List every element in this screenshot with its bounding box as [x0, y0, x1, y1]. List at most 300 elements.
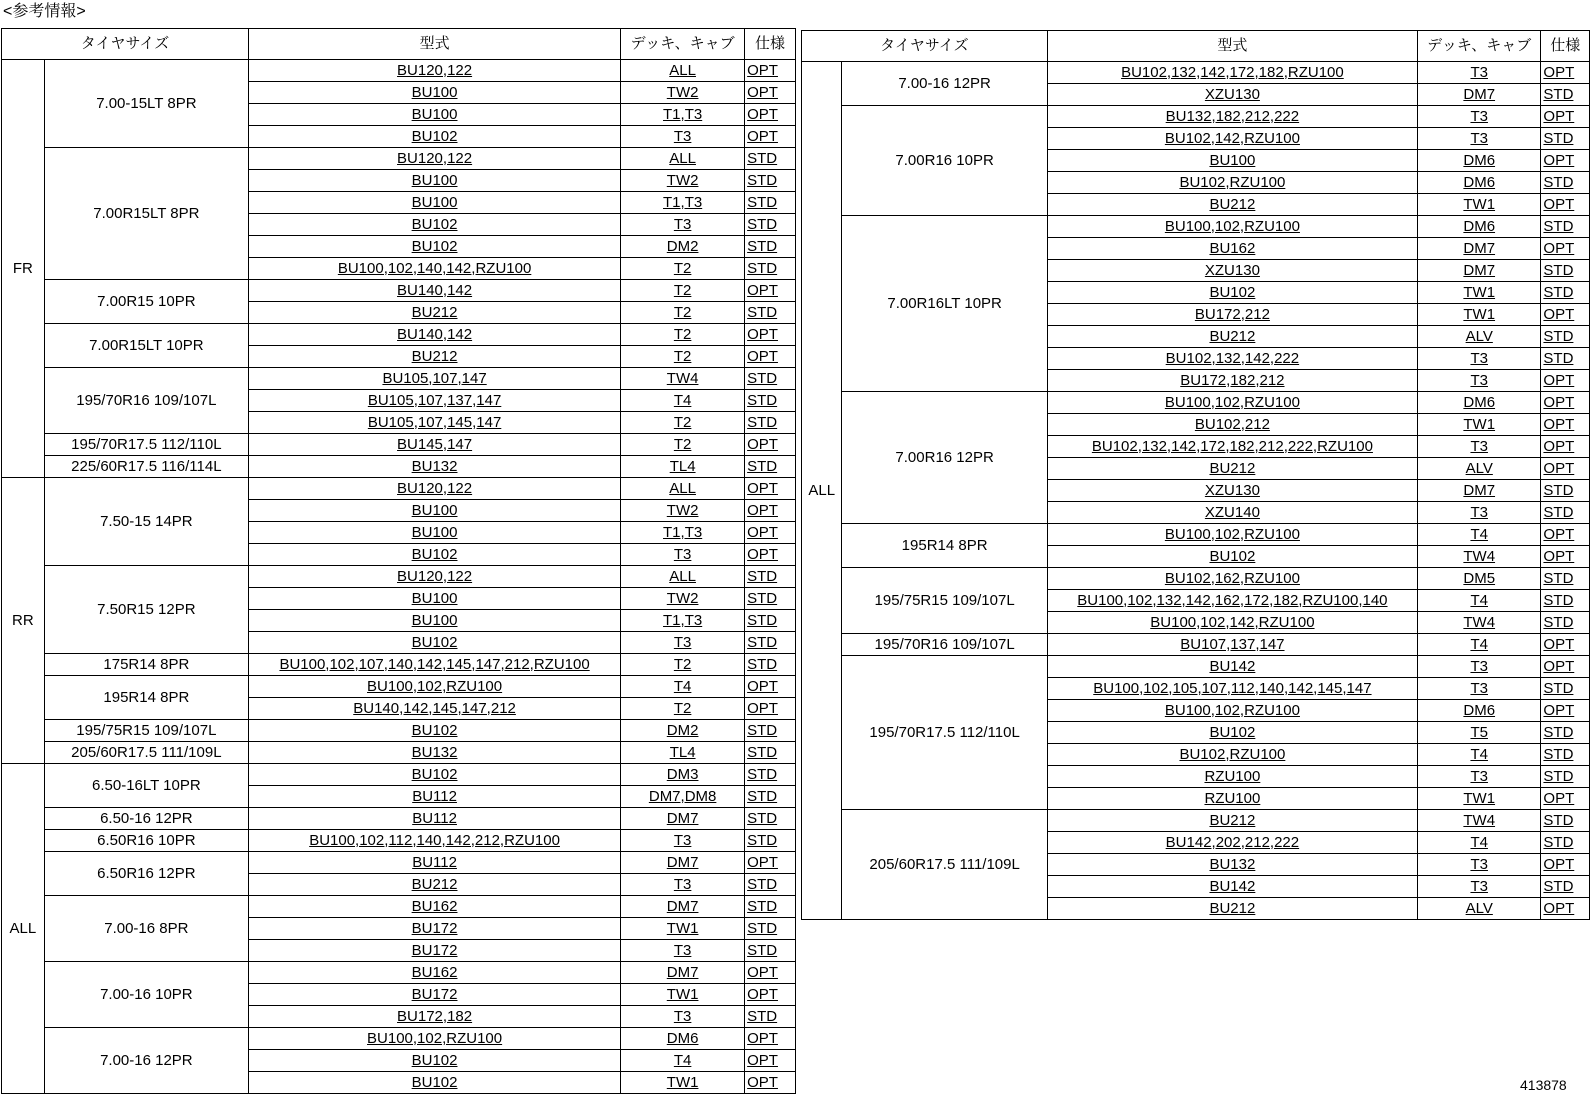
model-cell: BU212 [249, 874, 621, 896]
deck-cell: T2 [621, 434, 745, 456]
spec-cell: STD [745, 742, 796, 764]
deck-cell: T4 [621, 1050, 745, 1072]
model-cell: BU100 [249, 192, 621, 214]
spec-cell: STD [1541, 678, 1590, 700]
deck-cell: T2 [621, 346, 745, 368]
table-row [2, 852, 796, 874]
table-row [802, 634, 1590, 656]
deck-cell: T3 [621, 126, 745, 148]
table-row [802, 568, 1590, 590]
spec-cell: STD [745, 896, 796, 918]
tire-size-cell: 6.50R16 12PR [44, 852, 248, 896]
model-cell: BU212 [249, 346, 621, 368]
spec-cell: STD [1541, 590, 1590, 612]
deck-cell: ALL [621, 148, 745, 170]
spec-cell: STD [745, 874, 796, 896]
deck-cell: TW4 [1418, 810, 1541, 832]
header-deck-cab: デッキ、キャブ [621, 29, 745, 60]
deck-cell: ALV [1418, 326, 1541, 348]
spec-cell: STD [745, 786, 796, 808]
deck-cell: T3 [1418, 106, 1541, 128]
model-cell: BU100,102,140,142,RZU100 [249, 258, 621, 280]
spec-cell: STD [1541, 128, 1590, 150]
spec-cell: OPT [1541, 238, 1590, 260]
model-cell: BU140,142 [249, 280, 621, 302]
tire-size-cell: 195/70R16 109/107L [842, 634, 1047, 656]
tire-size-cell: 7.00-16 8PR [44, 896, 248, 962]
model-cell: BU102 [249, 214, 621, 236]
model-cell: BU100,102,RZU100 [249, 1028, 621, 1050]
spec-cell: OPT [1541, 304, 1590, 326]
deck-cell: T3 [1418, 370, 1541, 392]
deck-cell: DM7 [1418, 480, 1541, 502]
deck-cell: TW2 [621, 170, 745, 192]
deck-cell: T4 [1418, 590, 1541, 612]
table-row [802, 106, 1590, 128]
model-cell: BU172,182 [249, 1006, 621, 1028]
spec-cell: OPT [745, 324, 796, 346]
tire-size-cell: 7.00R16 12PR [842, 392, 1047, 524]
spec-cell: STD [1541, 260, 1590, 282]
model-cell: BU107,137,147 [1047, 634, 1417, 656]
model-cell: BU100,102,RZU100 [249, 676, 621, 698]
tire-size-cell: 195/75R15 109/107L [842, 568, 1047, 634]
model-cell: BU112 [249, 808, 621, 830]
deck-cell: T3 [1418, 62, 1541, 84]
spec-cell: OPT [745, 522, 796, 544]
spec-cell: OPT [745, 676, 796, 698]
tire-size-cell: 205/60R17.5 111/109L [842, 810, 1047, 920]
deck-cell: TW1 [621, 1072, 745, 1094]
model-cell: BU102 [249, 236, 621, 258]
header-tire-size: タイヤサイズ [2, 29, 249, 60]
deck-cell: DM7 [1418, 260, 1541, 282]
header-spec: 仕様 [745, 29, 796, 60]
deck-cell: DM3 [621, 764, 745, 786]
deck-cell: TW2 [621, 588, 745, 610]
deck-cell: DM7 [621, 808, 745, 830]
tire-size-cell: 7.00-16 12PR [842, 62, 1047, 106]
deck-cell: T4 [1418, 832, 1541, 854]
model-cell: BU120,122 [249, 60, 621, 82]
table-row [2, 478, 796, 500]
spec-cell: STD [1541, 832, 1590, 854]
model-cell: BU102,132,142,172,182,212,222,RZU100 [1047, 436, 1417, 458]
table-row [2, 434, 796, 456]
deck-cell: T2 [621, 258, 745, 280]
spec-cell: OPT [745, 984, 796, 1006]
deck-cell: T3 [621, 632, 745, 654]
table-row [2, 148, 796, 170]
header-spec: 仕様 [1541, 31, 1590, 62]
deck-cell: DM6 [1418, 150, 1541, 172]
model-cell: BU120,122 [249, 148, 621, 170]
deck-cell: T3 [621, 544, 745, 566]
deck-cell: T3 [621, 214, 745, 236]
spec-cell: STD [745, 170, 796, 192]
spec-cell: STD [745, 1006, 796, 1028]
table-row [2, 280, 796, 302]
spec-cell: STD [745, 566, 796, 588]
model-cell: BU132 [249, 742, 621, 764]
spec-cell: OPT [745, 346, 796, 368]
deck-cell: T1,T3 [621, 104, 745, 126]
model-cell: BU102 [249, 764, 621, 786]
model-cell: XZU140 [1047, 502, 1417, 524]
deck-cell: DM6 [1418, 172, 1541, 194]
spec-cell: OPT [1541, 106, 1590, 128]
model-cell: BU142,202,212,222 [1047, 832, 1417, 854]
spec-cell: STD [745, 610, 796, 632]
table-row [2, 1028, 796, 1050]
spec-cell: OPT [1541, 788, 1590, 810]
spec-cell: STD [1541, 810, 1590, 832]
deck-cell: TW1 [1418, 282, 1541, 304]
model-cell: BU100,102,RZU100 [1047, 392, 1417, 414]
spec-cell: STD [745, 214, 796, 236]
table-row [2, 566, 796, 588]
table-row [2, 962, 796, 984]
model-cell: BU102 [249, 544, 621, 566]
spec-cell: STD [1541, 172, 1590, 194]
model-cell: XZU130 [1047, 260, 1417, 282]
model-cell: BU102,162,RZU100 [1047, 568, 1417, 590]
model-cell: RZU100 [1047, 788, 1417, 810]
model-cell: BU102,212 [1047, 414, 1417, 436]
deck-cell: T3 [1418, 128, 1541, 150]
deck-cell: T2 [621, 412, 745, 434]
spec-cell: STD [1541, 480, 1590, 502]
tire-size-cell: 195/70R16 109/107L [44, 368, 248, 434]
deck-cell: TW2 [621, 82, 745, 104]
tire-size-cell: 195/70R17.5 112/110L [44, 434, 248, 456]
deck-cell: TW4 [621, 368, 745, 390]
tire-size-cell: 7.50-15 14PR [44, 478, 248, 566]
model-cell: BU100,102,107,140,142,145,147,212,RZU100 [249, 654, 621, 676]
deck-cell: T3 [1418, 502, 1541, 524]
spec-cell: OPT [1541, 370, 1590, 392]
deck-cell: DM7 [621, 896, 745, 918]
deck-cell: TW1 [1418, 194, 1541, 216]
table-row [2, 764, 796, 786]
spec-cell: OPT [745, 1050, 796, 1072]
model-cell: BU102 [1047, 546, 1417, 568]
tire-size-cell: 7.00R16 10PR [842, 106, 1047, 216]
model-cell: BU100,102,142,RZU100 [1047, 612, 1417, 634]
spec-cell: STD [1541, 282, 1590, 304]
deck-cell: T2 [621, 654, 745, 676]
model-cell: BU102 [249, 632, 621, 654]
model-cell: RZU100 [1047, 766, 1417, 788]
table-row [2, 742, 796, 764]
deck-cell: ALV [1418, 898, 1541, 920]
table-row [802, 392, 1590, 414]
deck-cell: T1,T3 [621, 192, 745, 214]
model-cell: BU102,142,RZU100 [1047, 128, 1417, 150]
model-cell: BU100 [249, 170, 621, 192]
spec-cell: OPT [1541, 656, 1590, 678]
spec-cell: STD [1541, 612, 1590, 634]
model-cell: BU102 [249, 1072, 621, 1094]
model-cell: BU100,102,RZU100 [1047, 700, 1417, 722]
spec-cell: STD [1541, 502, 1590, 524]
model-cell: BU100 [249, 82, 621, 104]
spec-cell: STD [1541, 876, 1590, 898]
model-cell: BU102 [249, 720, 621, 742]
spec-cell: STD [1541, 568, 1590, 590]
deck-cell: DM7 [621, 852, 745, 874]
deck-cell: DM7 [1418, 84, 1541, 106]
deck-cell: DM7 [1418, 238, 1541, 260]
tire-size-cell: 205/60R17.5 111/109L [44, 742, 248, 764]
table-row [802, 524, 1590, 546]
table-row [802, 656, 1590, 678]
header-tire-size: タイヤサイズ [802, 31, 1048, 62]
table-row [2, 676, 796, 698]
spec-cell: STD [1541, 722, 1590, 744]
tire-table-left [1, 28, 796, 1094]
spec-cell: STD [745, 236, 796, 258]
deck-cell: T2 [621, 324, 745, 346]
table-row [2, 60, 796, 82]
model-cell: BU172 [249, 940, 621, 962]
deck-cell: T4 [621, 676, 745, 698]
deck-cell: T1,T3 [621, 610, 745, 632]
tire-size-cell: 7.00-16 12PR [44, 1028, 248, 1094]
position-label: RR [2, 478, 45, 764]
spec-cell: STD [745, 390, 796, 412]
deck-cell: T2 [621, 302, 745, 324]
spec-cell: STD [745, 412, 796, 434]
deck-cell: DM7,DM8 [621, 786, 745, 808]
spec-cell: OPT [1541, 524, 1590, 546]
model-cell: BU162 [1047, 238, 1417, 260]
spec-cell: STD [745, 632, 796, 654]
model-cell: BU100 [1047, 150, 1417, 172]
position-label: FR [2, 60, 45, 478]
tire-size-cell: 6.50R16 10PR [44, 830, 248, 852]
tire-size-cell: 195R14 8PR [44, 676, 248, 720]
deck-cell: T5 [1418, 722, 1541, 744]
spec-cell: STD [745, 940, 796, 962]
table-row [2, 324, 796, 346]
tire-size-cell: 7.00R16LT 10PR [842, 216, 1047, 392]
spec-cell: STD [745, 808, 796, 830]
model-cell: BU172 [249, 918, 621, 940]
spec-cell: STD [1541, 84, 1590, 106]
spec-cell: STD [745, 456, 796, 478]
deck-cell: DM5 [1418, 568, 1541, 590]
deck-cell: T3 [1418, 678, 1541, 700]
spec-cell: STD [745, 918, 796, 940]
spec-cell: OPT [1541, 854, 1590, 876]
spec-cell: OPT [1541, 700, 1590, 722]
model-cell: BU100,102,RZU100 [1047, 216, 1417, 238]
spec-cell: STD [745, 720, 796, 742]
spec-cell: STD [1541, 766, 1590, 788]
deck-cell: DM2 [621, 236, 745, 258]
tire-size-cell: 225/60R17.5 116/114L [44, 456, 248, 478]
spec-cell: OPT [1541, 194, 1590, 216]
spec-cell: STD [745, 830, 796, 852]
caption-reference-info: <参考情報> [3, 3, 86, 20]
model-cell: BU102,RZU100 [1047, 744, 1417, 766]
deck-cell: T3 [621, 1006, 745, 1028]
deck-cell: ALL [621, 60, 745, 82]
model-cell: BU140,142,145,147,212 [249, 698, 621, 720]
deck-cell: T1,T3 [621, 522, 745, 544]
model-cell: XZU130 [1047, 480, 1417, 502]
deck-cell: T3 [1418, 436, 1541, 458]
model-cell: BU100,102,105,107,112,140,142,145,147 [1047, 678, 1417, 700]
spec-cell: STD [1541, 744, 1590, 766]
deck-cell: DM6 [621, 1028, 745, 1050]
model-cell: BU172 [249, 984, 621, 1006]
tire-size-cell: 195/70R17.5 112/110L [842, 656, 1047, 810]
deck-cell: TW2 [621, 500, 745, 522]
spec-cell: STD [1541, 216, 1590, 238]
model-cell: BU132,182,212,222 [1047, 106, 1417, 128]
tire-size-cell: 195/75R15 109/107L [44, 720, 248, 742]
spec-cell: OPT [745, 280, 796, 302]
model-cell: BU212 [1047, 458, 1417, 480]
spec-cell: OPT [745, 60, 796, 82]
model-cell: BU132 [1047, 854, 1417, 876]
deck-cell: DM2 [621, 720, 745, 742]
deck-cell: ALL [621, 478, 745, 500]
tire-size-cell: 7.00-15LT 8PR [44, 60, 248, 148]
spec-cell: STD [745, 148, 796, 170]
deck-cell: TL4 [621, 456, 745, 478]
model-cell: BU142 [1047, 876, 1417, 898]
tire-size-cell: 7.00-16 10PR [44, 962, 248, 1028]
spec-cell: STD [1541, 326, 1590, 348]
spec-cell: OPT [745, 104, 796, 126]
model-cell: BU120,122 [249, 478, 621, 500]
spec-cell: OPT [1541, 436, 1590, 458]
model-cell: BU105,107,147 [249, 368, 621, 390]
spec-cell: OPT [1541, 150, 1590, 172]
model-cell: BU102 [1047, 282, 1417, 304]
page-id: 413878 [1520, 1077, 1567, 1093]
deck-cell: ALV [1418, 458, 1541, 480]
tire-size-cell: 7.00R15LT 10PR [44, 324, 248, 368]
spec-cell: OPT [745, 478, 796, 500]
model-cell: BU162 [249, 962, 621, 984]
spec-cell: OPT [1541, 898, 1590, 920]
model-cell: BU100,102,RZU100 [1047, 524, 1417, 546]
deck-cell: TW1 [621, 984, 745, 1006]
model-cell: BU212 [249, 302, 621, 324]
model-cell: BU212 [1047, 810, 1417, 832]
deck-cell: TW1 [621, 918, 745, 940]
deck-cell: T4 [621, 390, 745, 412]
deck-cell: T3 [621, 830, 745, 852]
spec-cell: STD [745, 302, 796, 324]
header-model: 型式 [1047, 31, 1417, 62]
deck-cell: T3 [1418, 656, 1541, 678]
table-row [2, 830, 796, 852]
deck-cell: T3 [1418, 348, 1541, 370]
spec-cell: OPT [745, 500, 796, 522]
model-cell: BU102,132,142,172,182,RZU100 [1047, 62, 1417, 84]
spec-cell: OPT [1541, 414, 1590, 436]
deck-cell: T3 [1418, 854, 1541, 876]
spec-cell: OPT [1541, 458, 1590, 480]
deck-cell: ALL [621, 566, 745, 588]
spec-cell: STD [745, 654, 796, 676]
deck-cell: TW4 [1418, 612, 1541, 634]
spec-cell: OPT [745, 1072, 796, 1094]
table-row [2, 808, 796, 830]
position-label: ALL [2, 764, 45, 1094]
model-cell: BU100 [249, 522, 621, 544]
deck-cell: T2 [621, 280, 745, 302]
deck-cell: DM6 [1418, 392, 1541, 414]
model-cell: BU120,122 [249, 566, 621, 588]
deck-cell: TW4 [1418, 546, 1541, 568]
model-cell: BU172,182,212 [1047, 370, 1417, 392]
header-deck-cab: デッキ、キャブ [1418, 31, 1541, 62]
model-cell: BU102 [1047, 722, 1417, 744]
spec-cell: OPT [745, 1028, 796, 1050]
tire-size-cell: 7.50R15 12PR [44, 566, 248, 654]
spec-cell: OPT [745, 434, 796, 456]
spec-cell: OPT [745, 544, 796, 566]
model-cell: BU212 [1047, 194, 1417, 216]
spec-cell: OPT [745, 82, 796, 104]
spec-cell: OPT [745, 852, 796, 874]
table-row [802, 810, 1590, 832]
spec-cell: STD [745, 258, 796, 280]
model-cell: BU112 [249, 852, 621, 874]
header-model: 型式 [249, 29, 621, 60]
deck-cell: TW1 [1418, 304, 1541, 326]
table-row [802, 216, 1590, 238]
model-cell: BU100 [249, 104, 621, 126]
spec-cell: OPT [1541, 634, 1590, 656]
model-cell: BU212 [1047, 898, 1417, 920]
deck-cell: T4 [1418, 634, 1541, 656]
model-cell: BU102 [249, 1050, 621, 1072]
spec-cell: OPT [745, 962, 796, 984]
model-cell: BU100 [249, 610, 621, 632]
deck-cell: DM6 [1418, 216, 1541, 238]
table-row [2, 720, 796, 742]
spec-cell: STD [745, 588, 796, 610]
tire-size-cell: 7.00R15 10PR [44, 280, 248, 324]
table-row [2, 896, 796, 918]
deck-cell: T4 [1418, 524, 1541, 546]
deck-cell: DM7 [621, 962, 745, 984]
model-cell: BU102,RZU100 [1047, 172, 1417, 194]
deck-cell: T2 [621, 698, 745, 720]
model-cell: BU145,147 [249, 434, 621, 456]
deck-cell: T3 [621, 940, 745, 962]
deck-cell: DM6 [1418, 700, 1541, 722]
spec-cell: OPT [1541, 62, 1590, 84]
spec-cell: STD [745, 764, 796, 786]
spec-cell: OPT [1541, 546, 1590, 568]
model-cell: BU212 [1047, 326, 1417, 348]
tire-size-cell: 7.00R15LT 8PR [44, 148, 248, 280]
model-cell: BU162 [249, 896, 621, 918]
spec-cell: STD [745, 368, 796, 390]
model-cell: BU105,107,145,147 [249, 412, 621, 434]
model-cell: BU102 [249, 126, 621, 148]
model-cell: XZU130 [1047, 84, 1417, 106]
deck-cell: TW1 [1418, 414, 1541, 436]
